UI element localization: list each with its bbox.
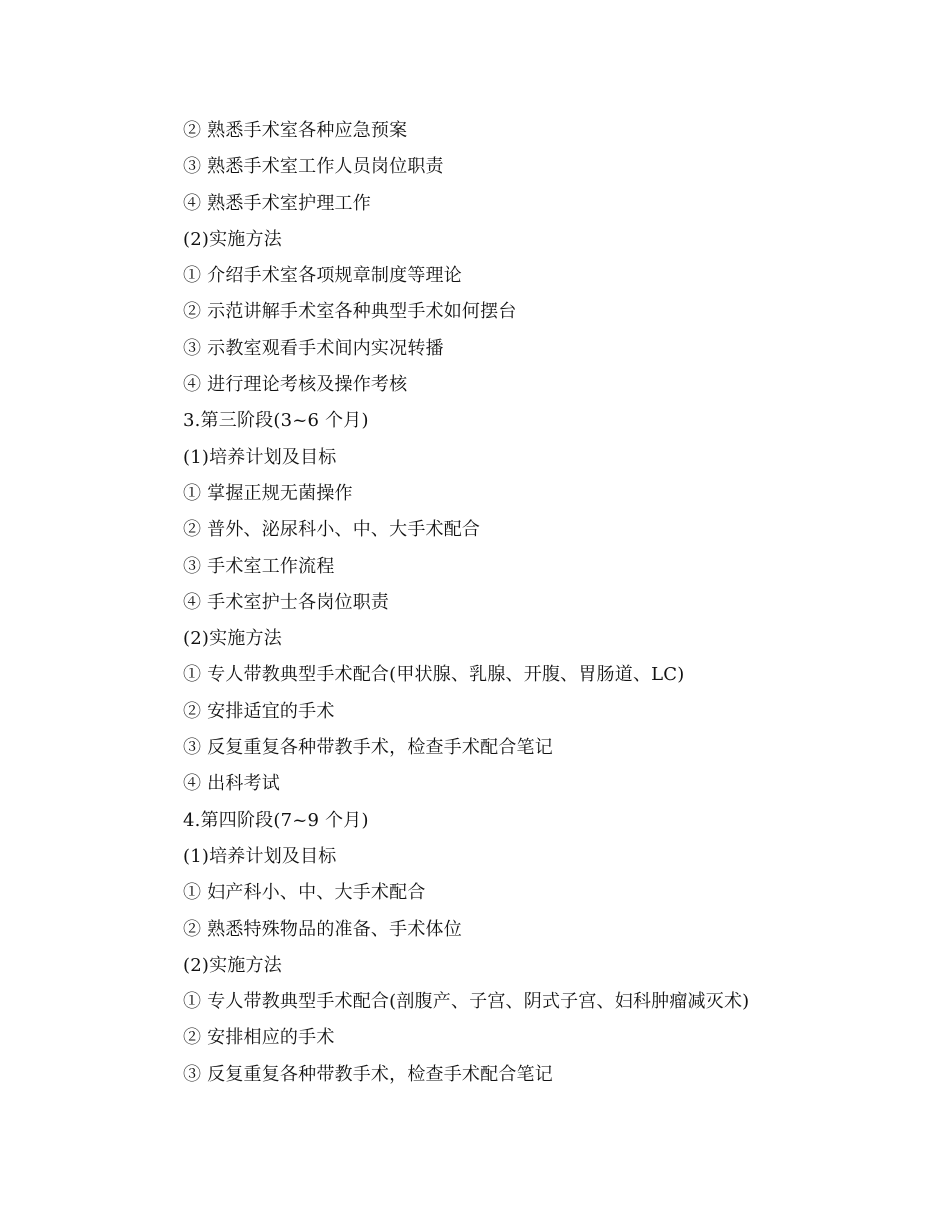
text-line: ② 示范讲解手术室各种典型手术如何摆台 (183, 301, 517, 323)
text-line: ④ 进行理论考核及操作考核 (183, 374, 408, 396)
text-line: ① 掌握正规无菌操作 (183, 482, 353, 504)
text-line: ② 熟悉特殊物品的准备、手术体位 (183, 918, 462, 940)
text-line: ④ 手术室护士各岗位职责 (183, 591, 390, 613)
text-line: ① 介绍手术室各项规章制度等理论 (183, 265, 462, 287)
section-heading: (1)培养计划及目标 (183, 446, 337, 468)
section-heading: (2)实施方法 (183, 628, 282, 650)
document-body (183, 113, 863, 1093)
section-heading: (2)实施方法 (183, 954, 282, 976)
text-line: ② 安排相应的手术 (183, 1027, 335, 1049)
text-line: ④ 熟悉手术室护理工作 (183, 192, 371, 214)
stage-heading: 3.第三阶段(3~6 个月) (183, 410, 369, 432)
text-line: ① 专人带教典型手术配合(甲状腺、乳腺、开腹、胃肠道、LC) (183, 664, 685, 686)
text-line: ③ 反复重复各种带教手术，检查手术配合笔记 (183, 737, 553, 759)
text-line: ② 普外、泌尿科小、中、大手术配合 (183, 519, 481, 541)
text-line: ③ 熟悉手术室工作人员岗位职责 (183, 156, 444, 178)
text-line: ① 妇产科小、中、大手术配合 (183, 882, 426, 904)
stage-heading: 4.第四阶段(7~9 个月) (183, 809, 369, 831)
text-line: ③ 手术室工作流程 (183, 555, 335, 577)
text-line: ② 熟悉手术室各种应急预案 (183, 120, 408, 141)
text-line: ② 安排适宜的手术 (183, 700, 335, 722)
section-heading: (2)实施方法 (183, 228, 282, 250)
text-line: ④ 出科考试 (183, 773, 280, 795)
text-line: ③ 反复重复各种带教手术，检查手术配合笔记 (183, 1063, 553, 1085)
text-line: ③ 示教室观看手术间内实况转播 (183, 337, 444, 359)
text-line: ① 专人带教典型手术配合(剖腹产、子宫、阴式子宫、妇科肿瘤减灭术) (183, 991, 750, 1013)
section-heading: (1)培养计划及目标 (183, 845, 337, 867)
